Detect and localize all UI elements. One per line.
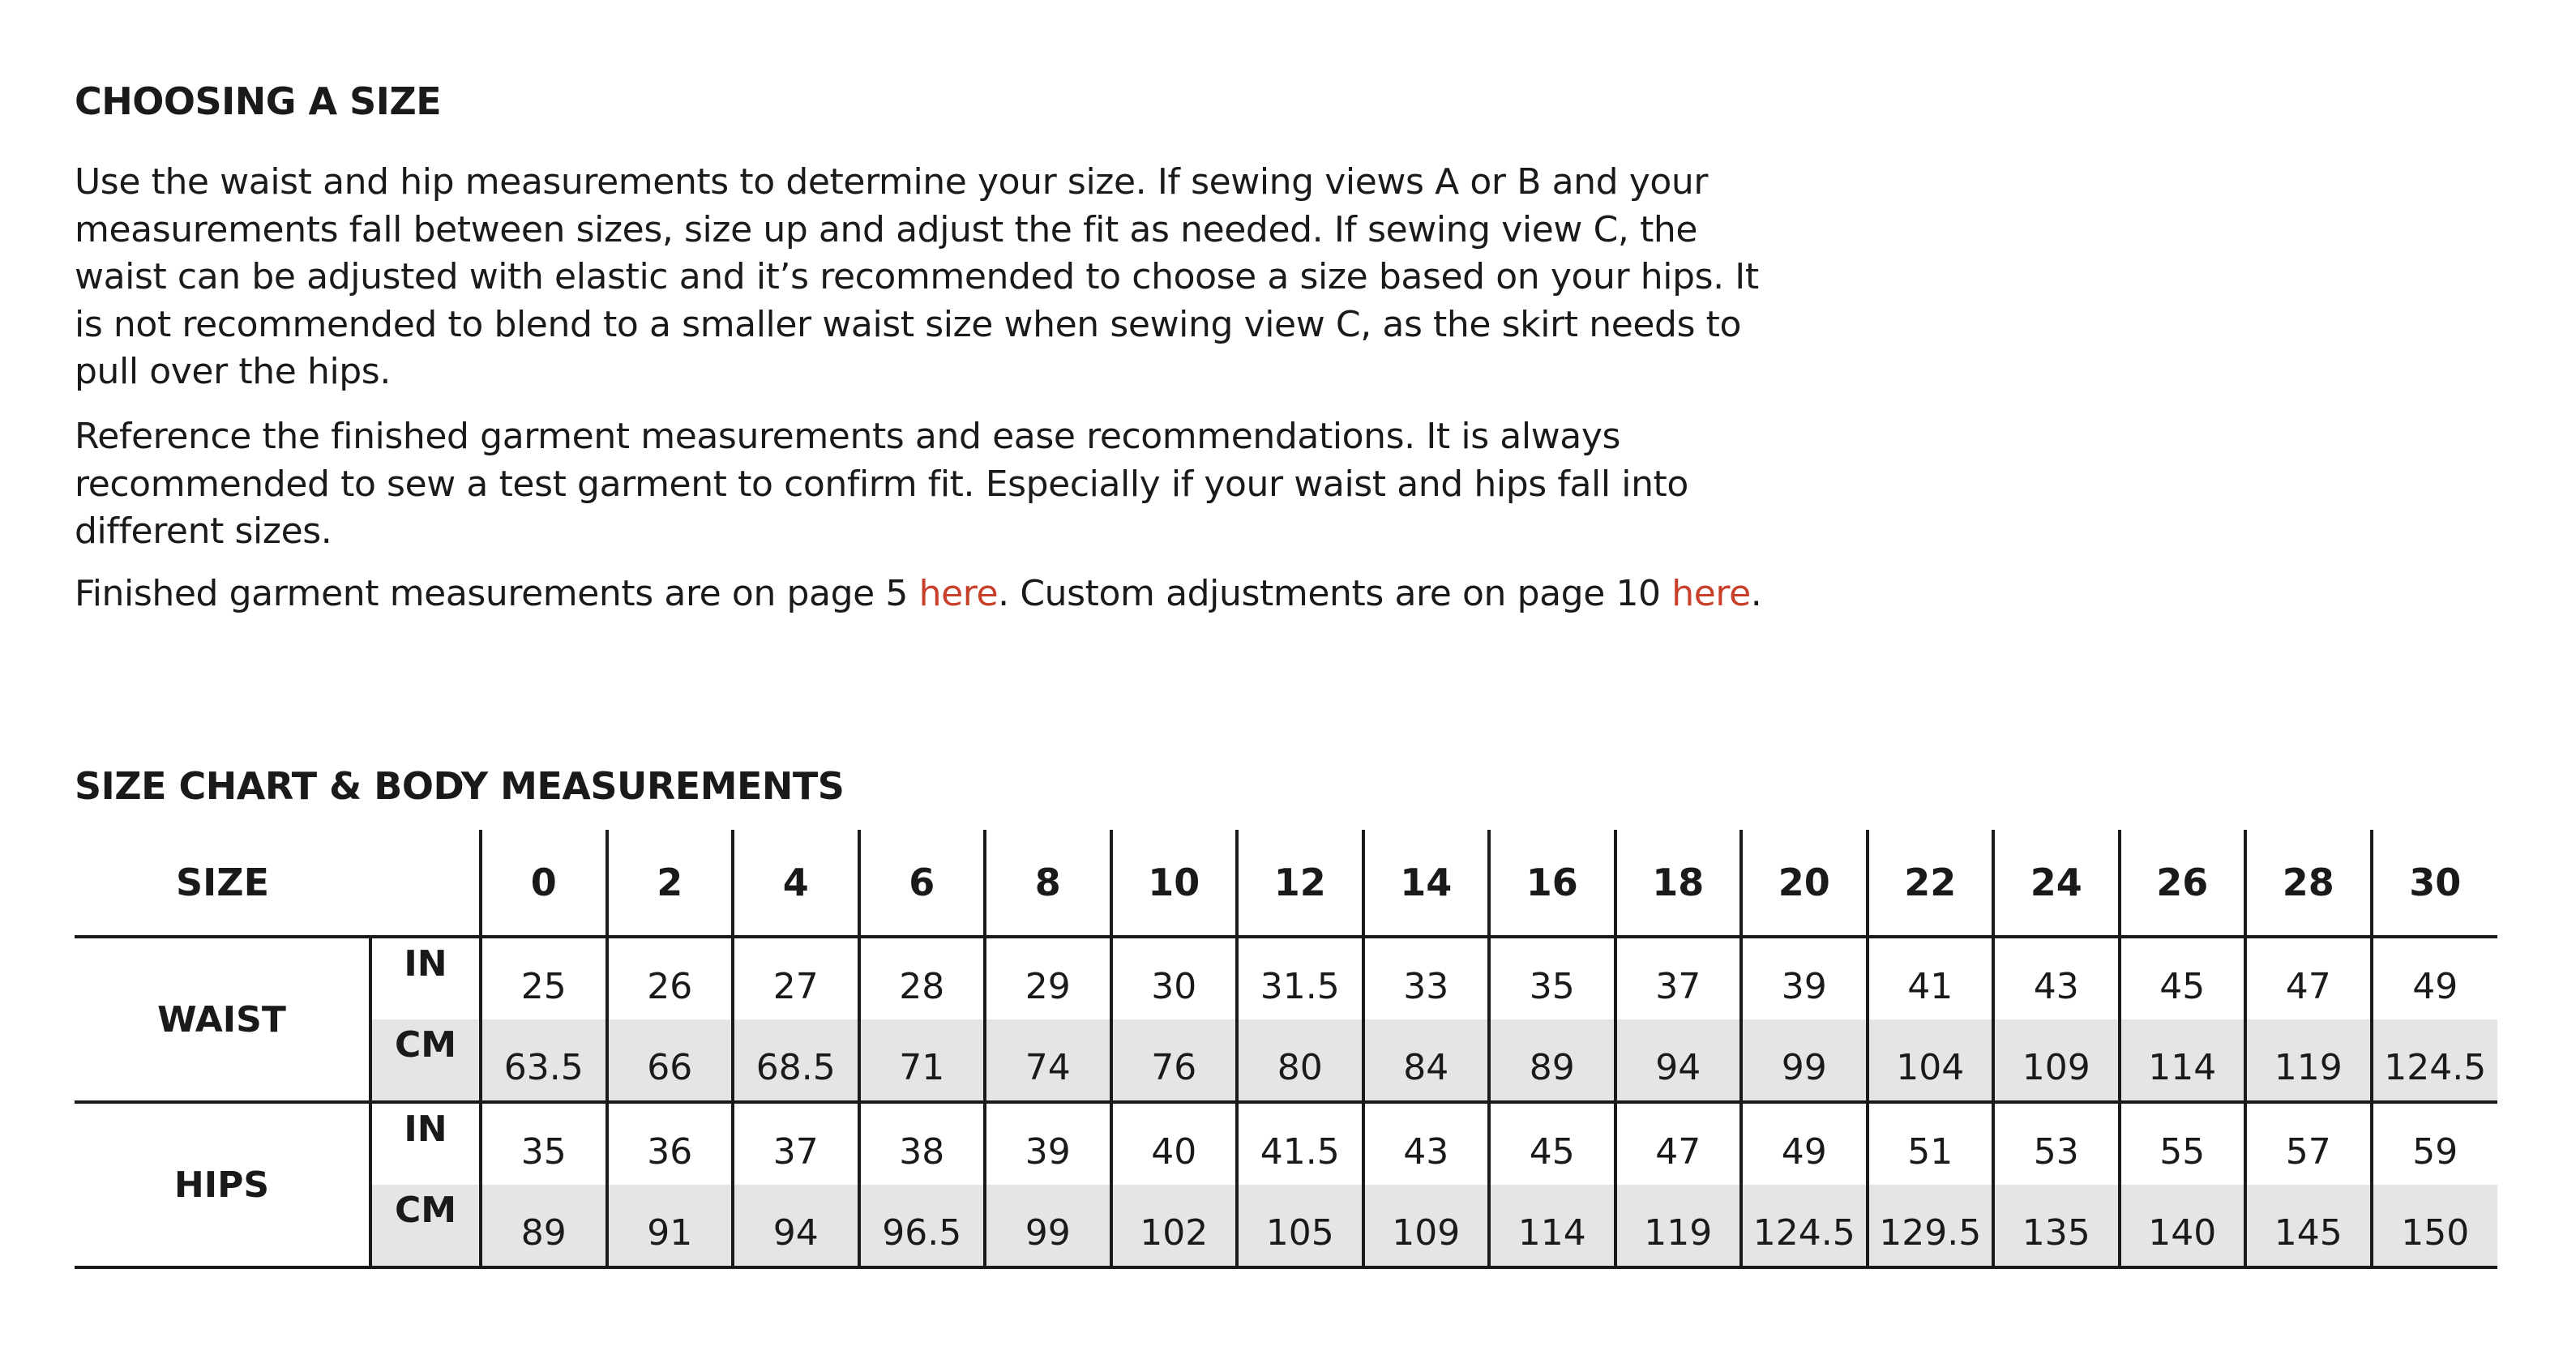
measurement-cell: 43 xyxy=(1993,937,2120,1019)
measurement-cell: 105 xyxy=(1237,1185,1363,1267)
measurement-cell: 119 xyxy=(2245,1019,2372,1102)
measurement-cell: 104 xyxy=(1868,1019,1994,1102)
measurement-cell: 51 xyxy=(1868,1102,1994,1185)
measurement-cell: 49 xyxy=(2372,937,2498,1019)
size-header-label: SIZE xyxy=(75,830,370,937)
measurement-cell: 30 xyxy=(1111,937,1238,1019)
measurement-cell: 57 xyxy=(2245,1102,2372,1185)
size-header-cell: 14 xyxy=(1363,830,1490,937)
measurement-row xyxy=(75,1102,2497,1185)
measurement-cell: 37 xyxy=(1615,937,1742,1019)
size-header-cell: 0 xyxy=(481,830,607,937)
measurement-cell: 99 xyxy=(1741,1019,1868,1102)
measurement-cell: 119 xyxy=(1615,1185,1742,1267)
measurement-cell: 41.5 xyxy=(1237,1102,1363,1185)
measurement-cell: 39 xyxy=(985,1102,1111,1185)
measurement-cell: 140 xyxy=(2120,1185,2246,1267)
unit-label: CM xyxy=(370,1019,481,1102)
size-chart-title: SIZE CHART & BODY MEASUREMENTS xyxy=(75,764,845,808)
measurement-cell: 26 xyxy=(607,937,734,1019)
measurement-cell: 38 xyxy=(859,1102,986,1185)
unit-label: IN xyxy=(370,937,481,1019)
measurement-cell: 27 xyxy=(733,937,859,1019)
size-header-cell: 10 xyxy=(1111,830,1238,937)
measurement-cell: 49 xyxy=(1741,1102,1868,1185)
size-header-row xyxy=(75,830,2497,937)
measurement-cell: 124.5 xyxy=(2372,1019,2498,1102)
measurement-row xyxy=(75,1185,2497,1267)
size-header-cell: 4 xyxy=(733,830,859,937)
measurement-cell: 31.5 xyxy=(1237,937,1363,1019)
measurement-cell: 47 xyxy=(2245,937,2372,1019)
measurement-cell: 91 xyxy=(607,1185,734,1267)
choosing-size-title: CHOOSING A SIZE xyxy=(75,79,442,123)
measurement-cell: 99 xyxy=(985,1185,1111,1267)
unit-label: CM xyxy=(370,1185,481,1267)
measurement-row xyxy=(75,937,2497,1019)
measurement-cell: 96.5 xyxy=(859,1185,986,1267)
size-header-cell: 8 xyxy=(985,830,1111,937)
measurement-cell: 114 xyxy=(2120,1019,2246,1102)
measurement-cell: 53 xyxy=(1993,1102,2120,1185)
size-header-cell: 6 xyxy=(859,830,986,937)
measurement-cell: 145 xyxy=(2245,1185,2372,1267)
finished-measurements-link[interactable]: here xyxy=(918,573,999,614)
measurement-cell: 40 xyxy=(1111,1102,1238,1185)
page-links-text-1: Finished garment measurements are on page 5 xyxy=(75,573,919,614)
measurement-cell: 76 xyxy=(1111,1019,1238,1102)
measurement-row xyxy=(75,1019,2497,1102)
measurement-cell: 28 xyxy=(859,937,986,1019)
page-links-paragraph xyxy=(75,570,1777,618)
size-header-cell: 2 xyxy=(607,830,734,937)
size-header-cell: 26 xyxy=(2120,830,2246,937)
row-group-label: HIPS xyxy=(75,1102,370,1267)
page-links-text-2: . Custom adjustments are on page 10 xyxy=(998,573,1672,614)
size-header-cell: 30 xyxy=(2372,830,2498,937)
measurement-cell: 71 xyxy=(859,1019,986,1102)
measurement-cell: 74 xyxy=(985,1019,1111,1102)
measurement-cell: 37 xyxy=(733,1102,859,1185)
measurement-cell: 68.5 xyxy=(733,1019,859,1102)
garment-reference-paragraph: Reference the finished garment measurements and ease recommendations. It is always recommended to sew a test garment to confirm fit. Especially if your waist and hips fall into different sizes. xyxy=(75,416,1688,552)
size-header-cell: 18 xyxy=(1615,830,1742,937)
measurement-cell: 35 xyxy=(1489,937,1615,1019)
measurement-cell: 36 xyxy=(607,1102,734,1185)
measurement-cell: 39 xyxy=(1741,937,1868,1019)
size-header-cell: 24 xyxy=(1993,830,2120,937)
measurement-cell: 35 xyxy=(481,1102,607,1185)
measurement-cell: 59 xyxy=(2372,1102,2498,1185)
custom-adjustments-link[interactable]: here xyxy=(1671,573,1751,614)
measurement-cell: 135 xyxy=(1993,1185,2120,1267)
measurement-cell: 47 xyxy=(1615,1102,1742,1185)
measurement-cell: 84 xyxy=(1363,1019,1490,1102)
measurement-cell: 80 xyxy=(1237,1019,1363,1102)
size-header-cell: 12 xyxy=(1237,830,1363,937)
size-header-cell: 20 xyxy=(1741,830,1868,937)
row-group-label: WAIST xyxy=(75,937,370,1102)
size-header-cell: 22 xyxy=(1868,830,1994,937)
measurement-cell: 89 xyxy=(481,1185,607,1267)
measurement-cell: 66 xyxy=(607,1019,734,1102)
size-header-cell: 16 xyxy=(1489,830,1615,937)
measurement-cell: 109 xyxy=(1363,1185,1490,1267)
size-chart-table xyxy=(75,830,2497,1269)
measurement-cell: 45 xyxy=(2120,937,2246,1019)
size-instructions-paragraph: Use the waist and hip measurements to determine your size. If sewing views A or B and your measurements fall between sizes, size up and adjust the fit as needed. If sewing view C, the waist can be adjusted with elastic and it’s recommended to choose a size based on your hips. It is not recommended to blend to a smaller waist size when sewing view C, as the skirt needs to pull over the hips. xyxy=(75,161,1759,392)
measurement-cell: 102 xyxy=(1111,1185,1238,1267)
measurement-cell: 63.5 xyxy=(481,1019,607,1102)
measurement-cell: 89 xyxy=(1489,1019,1615,1102)
measurement-cell: 33 xyxy=(1363,937,1490,1019)
measurement-cell: 29 xyxy=(985,937,1111,1019)
measurement-cell: 43 xyxy=(1363,1102,1490,1185)
measurement-cell: 150 xyxy=(2372,1185,2498,1267)
measurement-cell: 114 xyxy=(1489,1185,1615,1267)
measurement-cell: 129.5 xyxy=(1868,1185,1994,1267)
measurement-cell: 94 xyxy=(733,1185,859,1267)
measurement-cell: 94 xyxy=(1615,1019,1742,1102)
measurement-cell: 109 xyxy=(1993,1019,2120,1102)
unit-label: IN xyxy=(370,1102,481,1185)
measurement-cell: 124.5 xyxy=(1741,1185,1868,1267)
measurement-cell: 55 xyxy=(2120,1102,2246,1185)
page-links-text-3: . xyxy=(1750,573,1762,614)
measurement-cell: 25 xyxy=(481,937,607,1019)
measurement-cell: 41 xyxy=(1868,937,1994,1019)
unit-header-blank xyxy=(370,830,481,937)
measurement-cell: 45 xyxy=(1489,1102,1615,1185)
size-header-cell: 28 xyxy=(2245,830,2372,937)
